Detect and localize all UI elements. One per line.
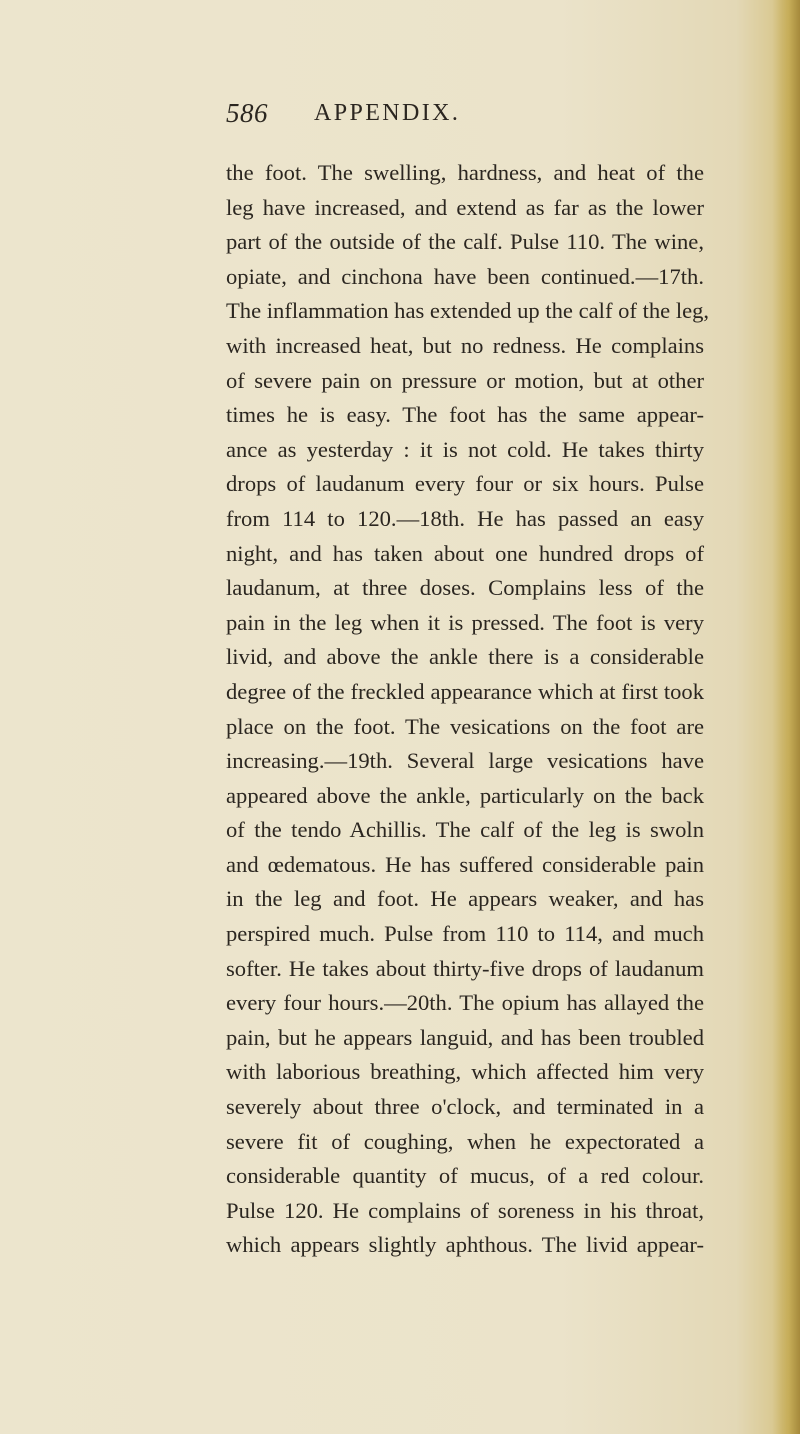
text-line: ance as yesterday : it is not cold. He takes thirty <box>226 436 704 462</box>
text-line: with increased heat, but no redness. He complains <box>226 332 704 358</box>
text-line: part of the outside of the calf. Pulse 110. The wine, <box>226 229 704 255</box>
text-line: considerable quantity of mucus, of a red colour. <box>226 1163 704 1189</box>
text-line: night, and has taken about one hundred drops of <box>226 540 704 566</box>
text-line: pain in the leg when it is pressed. The foot is very <box>226 609 704 635</box>
text-line: leg have increased, and extend as far as the lower <box>226 194 704 220</box>
text-line: softer. He takes about thirty-five drops of laudanum <box>226 955 704 981</box>
text-line: perspired much. Pulse from 110 to 114, and much <box>226 921 704 947</box>
text-line: severely about three o'clock, and terminated in a <box>226 1094 704 1120</box>
text-line: place on the foot. The vesications on the foot are <box>226 713 704 739</box>
text-line: in the leg and foot. He appears weaker, and has <box>226 886 704 912</box>
text-line: every four hours.—20th. The opium has allayed the <box>226 990 704 1016</box>
text-line: laudanum, at three doses. Complains less of the <box>226 575 704 601</box>
text-line: increasing.—19th. Several large vesications have <box>226 748 704 774</box>
page-number: 586 <box>226 98 268 128</box>
text-line: severe fit of coughing, when he expectorated a <box>226 1128 704 1154</box>
text-line: The inflammation has extended up the calf of the leg, <box>226 298 710 324</box>
text-line: with laborious breathing, which affected him very <box>226 1059 704 1085</box>
text-line: opiate, and cinchona have been continued.—17th. <box>226 263 704 289</box>
text-line: of severe pain on pressure or motion, but at other <box>226 367 704 393</box>
text-line: which appears slightly aphthous. The livid appear- <box>226 1232 704 1258</box>
text-line: pain, but he appears languid, and has been troubled <box>226 1024 704 1050</box>
text-line: Pulse 120. He complains of soreness in his throat, <box>226 1197 704 1223</box>
running-head: APPENDIX. <box>314 100 461 126</box>
text-line: and œdematous. He has suffered considerable pain <box>226 851 704 877</box>
text-line: drops of laudanum every four or six hours. Pulse <box>226 471 704 497</box>
text-line: degree of the freckled appearance which at first took <box>226 678 704 704</box>
body-text <box>226 156 710 1263</box>
text-line: from 114 to 120.—18th. He has passed an easy <box>226 505 704 531</box>
text-line: the foot. The swelling, hardness, and heat of the <box>226 160 704 185</box>
page-header <box>226 98 686 138</box>
text-line: appeared above the ankle, particularly on the back <box>226 782 704 808</box>
text-line: times he is easy. The foot has the same appear- <box>226 402 704 428</box>
text-line: livid, and above the ankle there is a considerable <box>226 644 704 670</box>
page-edge-shading <box>772 0 800 1434</box>
text-line: of the tendo Achillis. The calf of the leg is swoln <box>226 817 704 843</box>
